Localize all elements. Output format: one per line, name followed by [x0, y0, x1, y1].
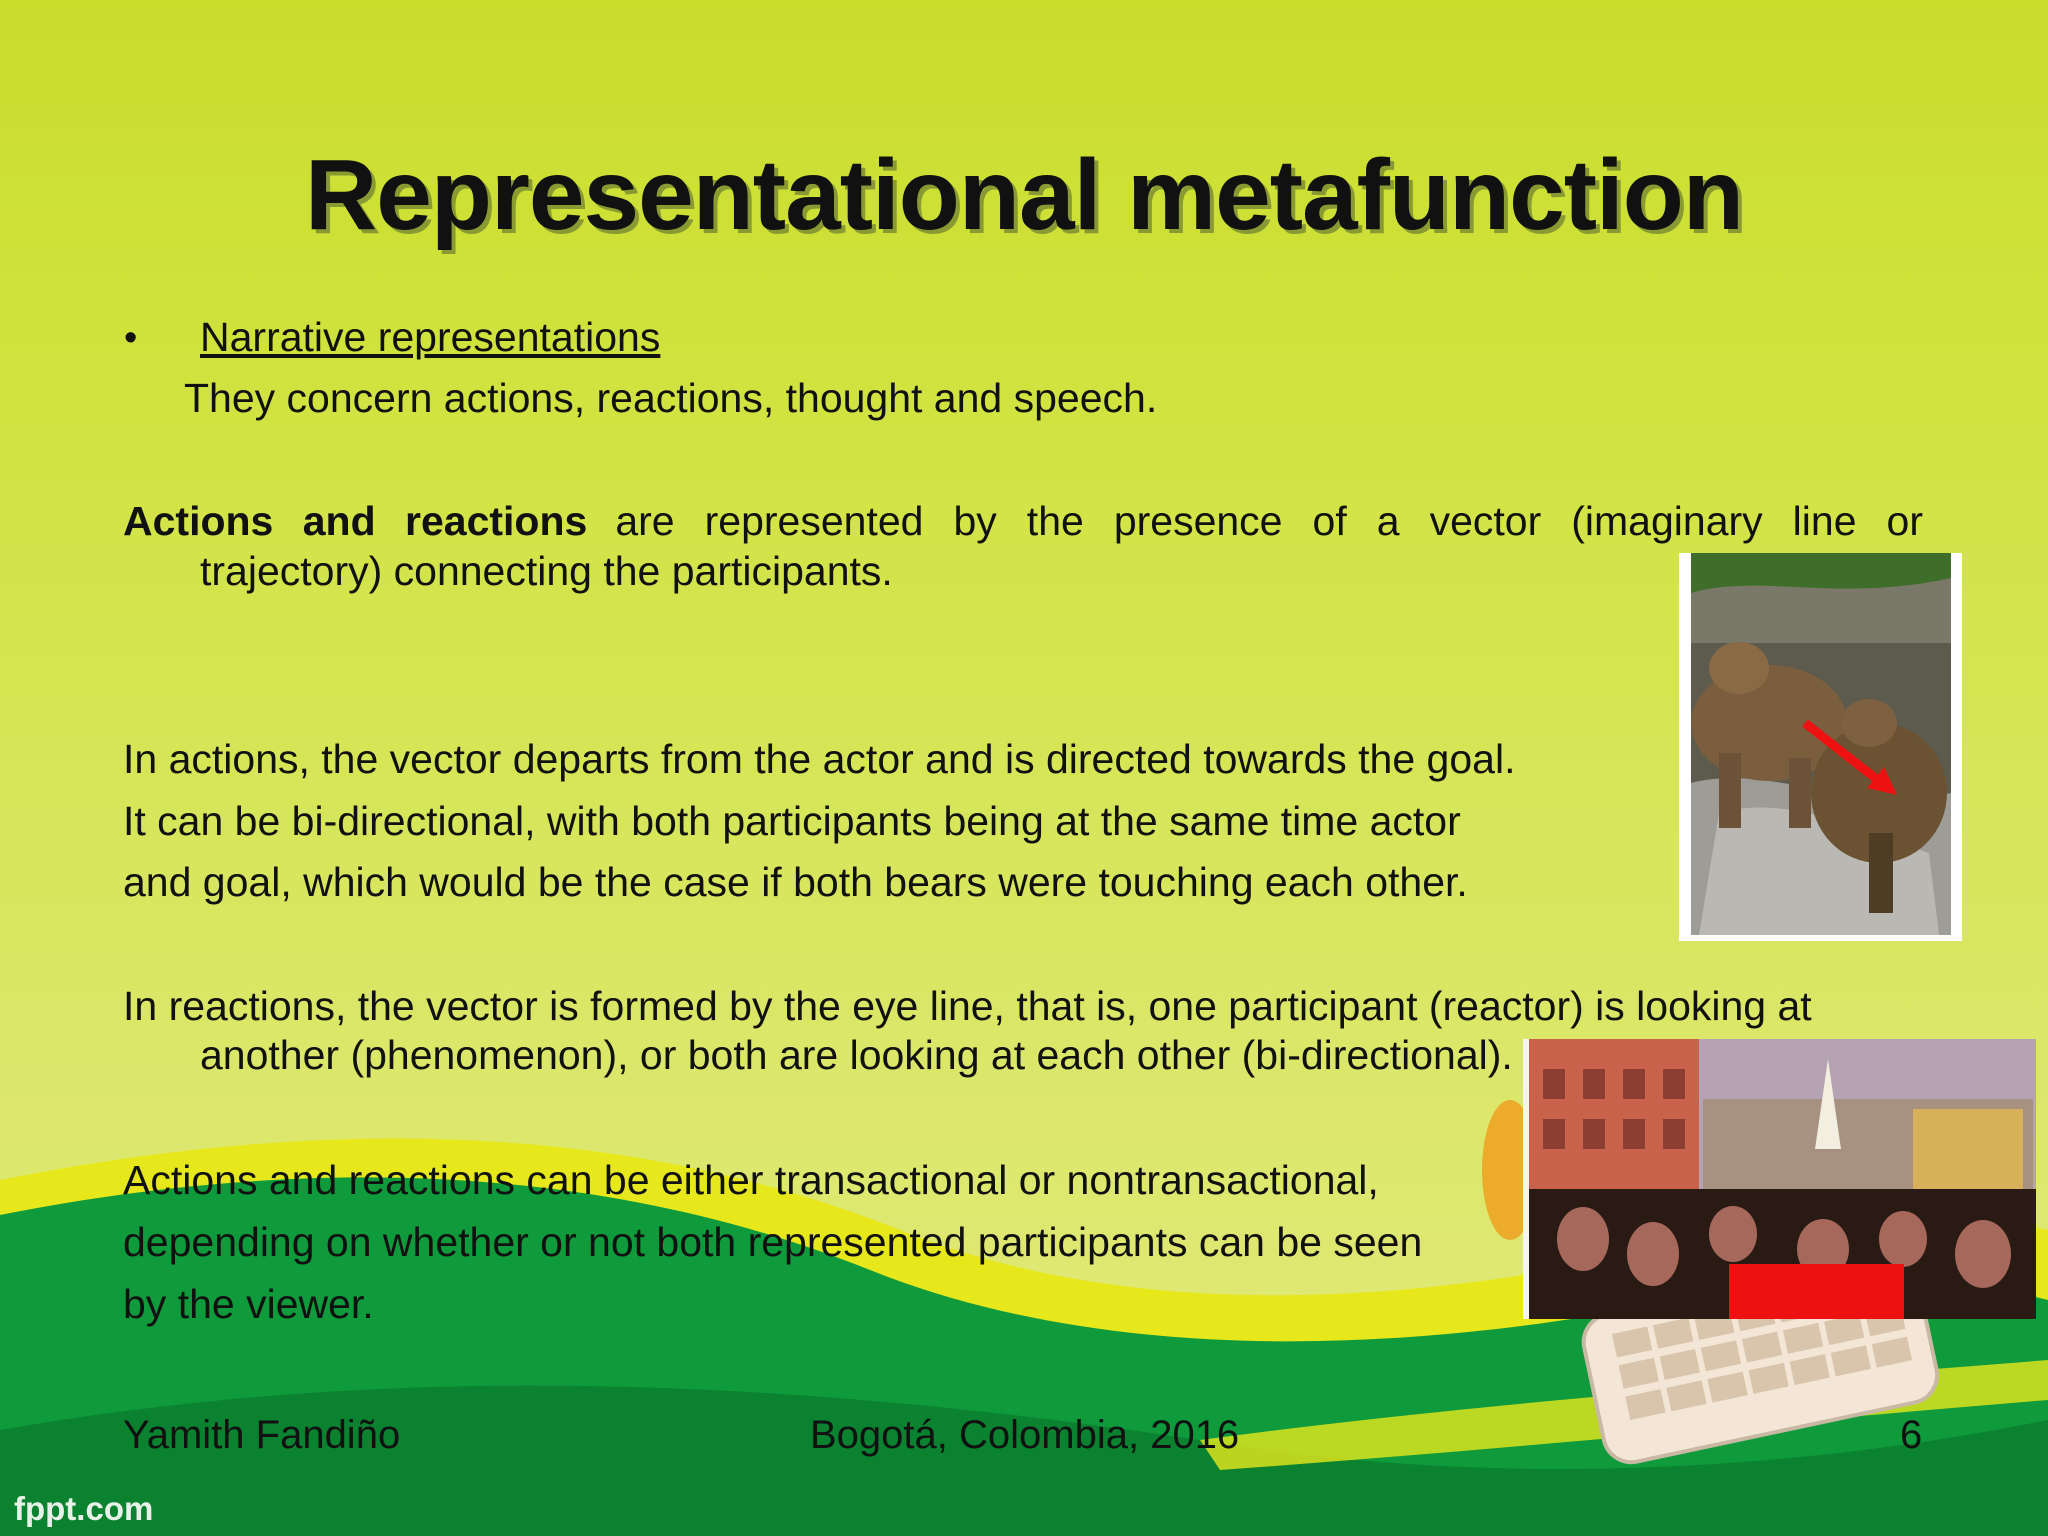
actions-line-3: and goal, which would be the case if both bears were touching each other. [123, 859, 1468, 905]
actions-bold-label: Actions and reactions [123, 498, 588, 544]
crowd-photo [1523, 1039, 2036, 1319]
transactional-line-2: depending on whether or not both represented participants can be seen [123, 1219, 1423, 1265]
narrative-description: They concern actions, reactions, thought and speech. [184, 375, 1158, 421]
footer-place-date: Bogotá, Colombia, 2016 [810, 1413, 1240, 1457]
footer-page-number: 6 [1900, 1413, 1923, 1457]
bullet-icon: • [124, 317, 138, 359]
fppt-logo[interactable]: fppt.com [14, 1490, 154, 1527]
transactional-line-3: by the viewer. [123, 1281, 374, 1327]
reactions-line-2: another (phenomenon), or both are looking at each other (bi-directional). [200, 1032, 1513, 1078]
bears-photo [1679, 553, 1962, 941]
slide-title: Representational metafunction [305, 139, 1743, 251]
actions-text-continued: trajectory) connecting the participants. [200, 548, 893, 594]
transactional-line-1: Actions and reactions can be either transactional or nontransactional, [123, 1157, 1379, 1203]
actions-line-1: In actions, the vector departs from the actor and is directed towards the goal. [123, 736, 1516, 782]
narrative-heading: Narrative representations [200, 314, 661, 360]
footer-author: Yamith Fandiño [123, 1413, 401, 1457]
reactions-line-1: In reactions, the vector is formed by the eye line, that is, one participant (reactor) is looking at [123, 983, 1812, 1029]
actions-reactions-paragraph [123, 496, 1923, 596]
actions-line-2: It can be bi-directional, with both participants being at the same time actor [123, 798, 1461, 844]
actions-text: are represented by the presence of a vector (imaginary line or [615, 498, 1923, 544]
